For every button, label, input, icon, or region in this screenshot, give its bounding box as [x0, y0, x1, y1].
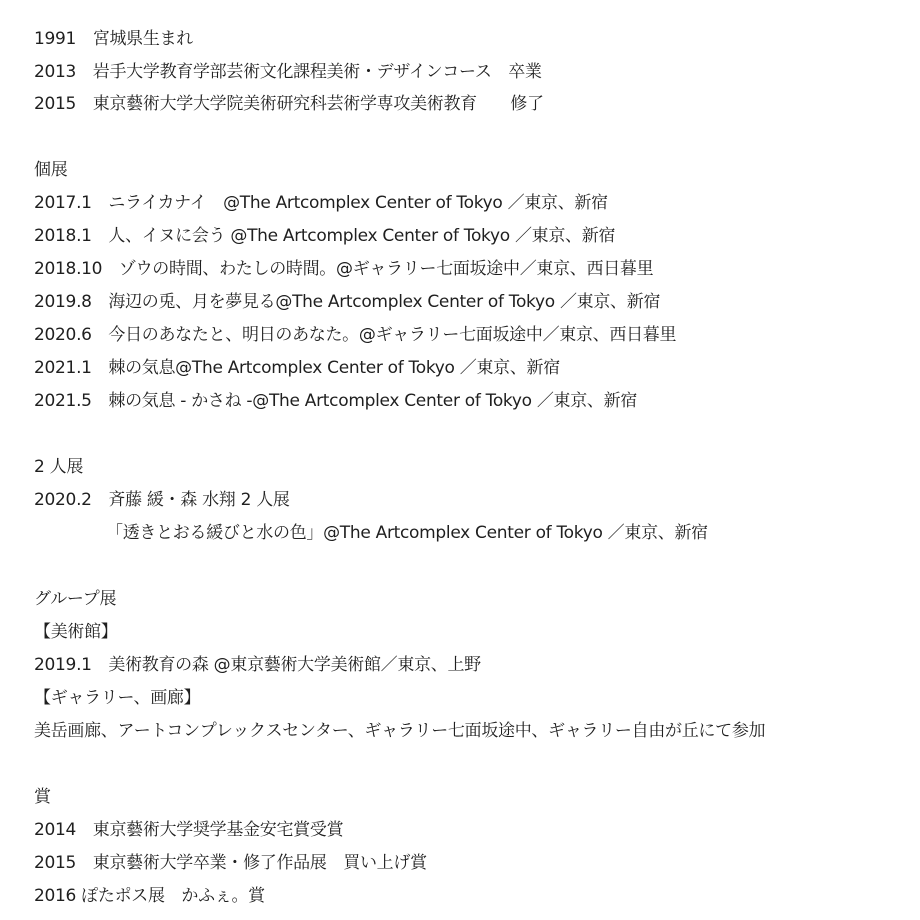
- solo-item: 2021.1 棘の気息@The Artcomplex Center of Tokyo ／東京、新宿: [34, 358, 560, 378]
- duo-item-title: 「透きとおる緩びと水の色」@The Artcomplex Center of Tokyo ／東京、新宿: [106, 523, 708, 543]
- solo-item: 2021.5 棘の気息 - かさね -@The Artcomplex Center of Tokyo ／東京、新宿: [34, 391, 638, 411]
- solo-heading: 個展: [34, 160, 68, 180]
- group-museum-heading: 【美術館】: [34, 622, 118, 642]
- profile-education-graduate: 2015 東京藝術大学大学院美術研究科芸術学専攻美術教育 修了: [34, 94, 544, 114]
- group-heading: グループ展: [34, 589, 117, 609]
- solo-item: 2018.1 人、イヌに会う @The Artcomplex Center of Tokyo ／東京、新宿: [34, 226, 616, 246]
- award-item: 2015 東京藝術大学卒業・修了作品展 買い上げ賞: [34, 853, 427, 873]
- award-item: 2016 ぽたポス展 かふぇ。賞: [34, 886, 265, 906]
- group-gallery-item: 美岳画廊、アートコンプレックスセンター、ギャラリー七面坂途中、ギャラリー自由が丘にて参加: [34, 721, 766, 741]
- solo-item: 2017.1 ニライカナイ @The Artcomplex Center of Tokyo ／東京、新宿: [34, 193, 608, 213]
- solo-item: 2018.10 ゾウの時間、わたしの時間。@ギャラリー七面坂途中／東京、西日暮里: [34, 259, 654, 279]
- award-item: 2014 東京藝術大学奨学基金安宅賞受賞: [34, 820, 344, 840]
- group-museum-item: 2019.1 美術教育の森 @東京藝術大学美術館／東京、上野: [34, 655, 481, 675]
- duo-item: 2020.2 斉藤 緩・森 水翔 2 人展: [34, 490, 290, 510]
- profile-education-undergrad: 2013 岩手大学教育学部芸術文化課程美術・デザインコース 卒業: [34, 62, 542, 82]
- solo-item: 2020.6 今日のあなたと、明日のあなた。@ギャラリー七面坂途中／東京、西日暮里: [34, 325, 677, 345]
- awards-heading: 賞: [34, 787, 51, 807]
- group-gallery-heading: 【ギャラリー、画廊】: [34, 688, 201, 708]
- profile-birth: 1991 宮城県生まれ: [34, 29, 193, 49]
- duo-heading: 2 人展: [34, 457, 84, 477]
- solo-item: 2019.8 海辺の兎、月を夢見る@The Artcomplex Center of Tokyo ／東京、新宿: [34, 292, 661, 312]
